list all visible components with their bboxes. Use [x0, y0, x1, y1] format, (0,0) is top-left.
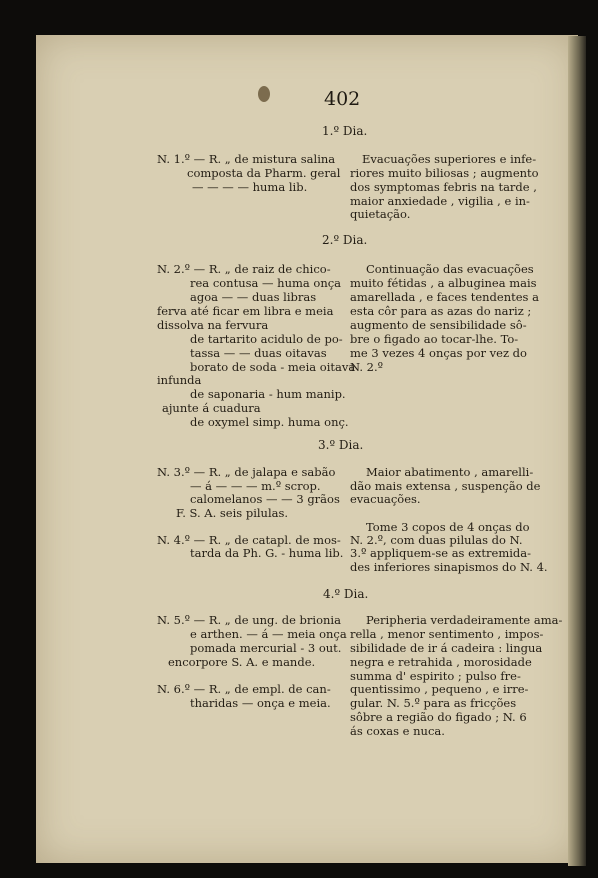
day-4-right-line: gular. N. 5.º para as fricções: [350, 696, 517, 710]
day-2-left-line: infunda: [157, 373, 202, 387]
day-3-right-line: Tome 3 copos de 4 onças do: [366, 520, 530, 534]
day-2-left-line: tassa — — duas oitavas: [190, 346, 327, 360]
day-4-right-line: ás coxas e nuca.: [350, 724, 445, 738]
day-1-left-line: composta da Pharm. geral: [187, 166, 341, 180]
day-4-right-line: sibilidade de ir á cadeira : lingua: [350, 641, 543, 655]
day-1-left-line: N. 1.º — R. „ de mistura salina: [157, 152, 336, 166]
ink-stain: [258, 86, 270, 102]
day-4-right-line: quentissimo , pequeno , e irre-: [350, 682, 529, 696]
day-4-left-line: e arthen. — á — meia onça: [190, 627, 347, 641]
day-2-left-line: agoa — — duas libras: [190, 290, 317, 304]
day-2-left-line: de oxymel simp. huma onç.: [190, 415, 349, 429]
day-3-left-line: N. 3.º — R. „ de jalapa e sabão: [157, 465, 336, 479]
day-4-left-line: N. 6.º — R. „ de empl. de can-: [157, 682, 331, 696]
day-2-right-line: esta côr para as azas do nariz ;: [350, 304, 532, 318]
day-2-right-line: muito fétidas , a albuginea mais: [350, 276, 537, 290]
day-2-right-line: augmento de sensibilidade sô-: [350, 318, 527, 332]
day-2-left-line: de tartarito acidulo de po-: [190, 332, 343, 346]
day-2-left-line: borato de soda - meia oitava: [190, 360, 356, 374]
day-4-right-line: rella , menor sentimento , impos-: [350, 627, 544, 641]
day-3-left-line: — á — — — m.º scrop.: [190, 479, 321, 493]
day-2-left-line: ferva até ficar em libra e meia: [157, 304, 334, 318]
day-4-heading: 4.º Dia.: [323, 587, 369, 601]
day-4-left-line: N. 5.º — R. „ de ung. de brionia: [157, 613, 341, 627]
day-3-heading: 3.º Dia.: [318, 438, 364, 452]
day-2-right-line: N. 2.º: [350, 360, 384, 374]
page-gutter: [568, 36, 586, 866]
day-2-right-line: Continuação das evacuações: [366, 262, 534, 276]
day-4-left-line: pomada mercurial - 3 out.: [190, 641, 342, 655]
page-number: 402: [324, 88, 361, 110]
day-2-left-line: de saponaria - hum manip.: [190, 387, 346, 401]
day-2-left-line: dissolva na fervura: [157, 318, 269, 332]
day-2-right-line: amarellada , e faces tendentes a: [350, 290, 539, 304]
day-3-left-line: calomelanos — — 3 grãos: [190, 492, 340, 506]
day-3-left-line: tarda da Ph. G. - huma lib.: [190, 546, 344, 560]
day-4-right-line: Peripheria verdadeiramente ama-: [366, 613, 563, 627]
day-3-left-line: F. S. A. seis pilulas.: [176, 506, 289, 520]
day-4-right-line: summa d' espirito ; pulso fre-: [350, 669, 521, 683]
day-3-left-line: N. 4.º — R. „ de catapl. de mos-: [157, 533, 341, 547]
day-1-heading: 1.º Dia.: [322, 124, 368, 138]
day-3-right-line: des inferiores sinapismos do N. 4.: [350, 560, 548, 574]
day-1-right-line: Evacuações superiores e infe-: [362, 152, 537, 166]
day-4-left-line: tharidas — onça e meia.: [190, 696, 331, 710]
day-2-heading: 2.º Dia.: [322, 233, 368, 247]
day-3-right-line: 3.º appliquem-se as extremida-: [350, 546, 532, 560]
day-3-right-line: N. 2.º, com duas pilulas do N.: [350, 533, 523, 547]
day-1-right-line: quietação.: [350, 207, 411, 221]
day-1-right-line: riores muito biliosas ; augmento: [350, 166, 539, 180]
day-3-right-line: dão mais extensa , suspenção de: [350, 479, 541, 493]
day-4-right-line: sôbre a região do figado ; N. 6: [350, 710, 527, 724]
day-3-right-line: evacuações.: [350, 492, 421, 506]
day-3-right-line: Maior abatimento , amarelli-: [366, 465, 534, 479]
day-2-right-line: me 3 vezes 4 onças por vez do: [350, 346, 527, 360]
day-1-right-line: dos symptomas febris na tarde ,: [350, 180, 537, 194]
day-2-left-line: ajunte á cuadura: [162, 401, 261, 415]
day-2-right-line: bre o figado ao tocar-lhe. To-: [350, 332, 519, 346]
day-4-left-line: encorpore S. A. e mande.: [168, 655, 316, 669]
day-2-left-line: rea contusa — huma onça: [190, 276, 342, 290]
day-1-right-line: maior anxiedade , vigilia , e in-: [350, 194, 530, 208]
day-2-left-line: N. 2.º — R. „ de raiz de chico-: [157, 262, 331, 276]
day-1-left-line: — — — — huma lib.: [192, 180, 308, 194]
day-4-right-line: negra e retrahida , morosidade: [350, 655, 532, 669]
